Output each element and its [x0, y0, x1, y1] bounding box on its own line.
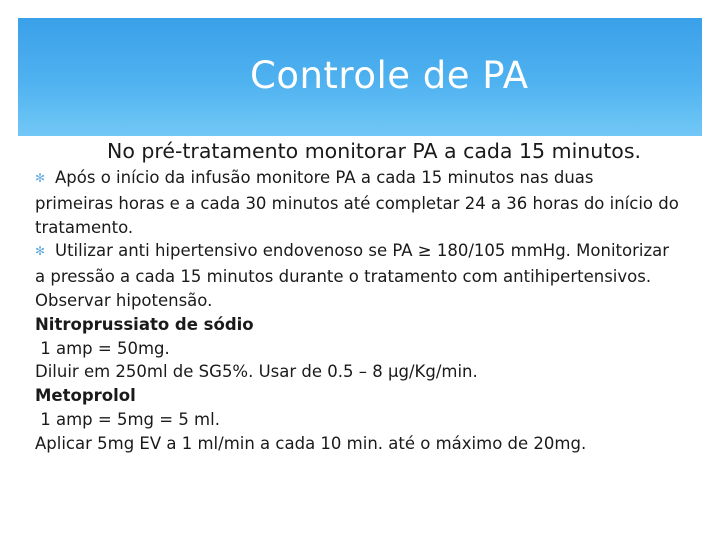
drug-heading-metoprolol: Metoprolol	[35, 386, 136, 406]
body-line: tratamento.	[35, 217, 134, 237]
body-line: Observar hipotensão.	[35, 290, 213, 310]
lead-line: No pré-tratamento monitorar PA a cada 15 minutos.	[107, 139, 642, 163]
body-line	[35, 166, 695, 192]
body-line: a pressão a cada 15 minutos durante o tratamento com antihipertensivos.	[35, 267, 652, 287]
drug-heading-nitroprussiato: Nitroprussiato de sódio	[35, 314, 254, 334]
slide-title: Controle de PA	[250, 54, 529, 97]
body-line: Diluir em 250ml de SG5%. Usar de 0.5 – 8 µg/Kg/min.	[35, 362, 478, 382]
body-line	[35, 239, 695, 265]
body-line-text: Após o início da infusão monitore PA a cada 15 minutos nas duas	[55, 168, 594, 187]
body-line-text: Utilizar anti hipertensivo endovenoso se PA ≥ 180/105 mmHg. Monitorizar	[55, 241, 670, 261]
asterisk-bullet-icon: ✻	[35, 244, 46, 259]
body-line: 1 amp = 5mg = 5 ml.	[35, 409, 220, 429]
slide-body	[35, 138, 695, 456]
body-line: primeiras horas e a cada 30 minutos até completar 24 a 36 horas do início do	[35, 193, 679, 213]
body-line: 1 amp = 50mg.	[35, 338, 170, 358]
asterisk-bullet-icon: ✻	[35, 171, 46, 185]
body-line: Aplicar 5mg EV a 1 ml/min a cada 10 min. até o máximo de 20mg.	[35, 433, 587, 453]
